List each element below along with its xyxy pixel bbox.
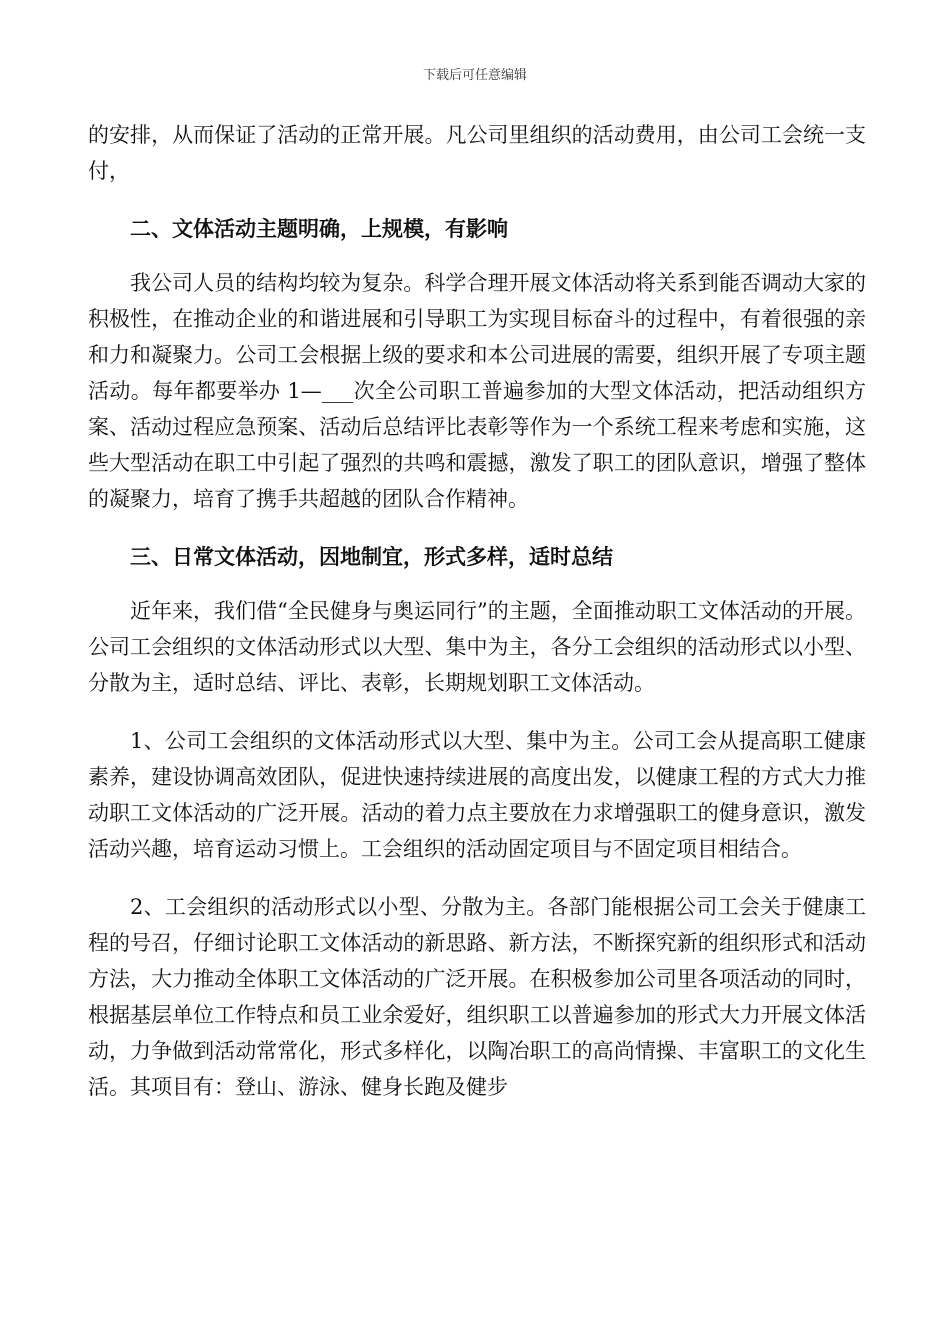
section-heading-3: 三、日常文体活动，因地制宜，形式多样，适时总结 — [130, 544, 613, 569]
paragraph-section-3-intro: 近年来，我们借“全民健身与奥运同行”的主题，全面推动职工文体活动的开展。公司工会组织的文体活动形式以大型、集中为主，各分工会组织的活动形式以小型、分散为主，适时总结、评比、表彰，长期规划职工文体活动。 — [88, 599, 866, 695]
paragraph-item-2: 2、工会组织的活动形式以小型、分散为主。各部门能根据公司工会关于健康工程的号召，仔细讨论职工文体活动的新思路、新方法，不断探究新的组织形式和活动方法，大力推动全体职工文体活动的广泛开展。在积极参加公司里各项活动的同时，根据基层单位工作特点和员工业余爱好，组织职工以普遍参加的形式大力开展文体活动，力争做到活动常常化，形式多样化，以陶冶职工的高尚情操、丰富职工的文化生活。其项目有：登山、游泳、健身长跑及健步 — [88, 895, 866, 1099]
page-header: 下载后可任意编辑 — [422, 68, 527, 83]
section-heading-2: 二、文体活动主题明确，上规模，有影响 — [130, 216, 508, 241]
paragraph-section-2 — [88, 265, 866, 517]
paragraph-text: 我公司人员的结构均较为复杂。科学合理开展文体活动将关系到能否调动大家的积极性，在推动企业的和谐进展和引导职工为实现目标奋斗的过程中，有着很强的亲和力和凝聚力。公司工会根据上级的要求和本公司进展的需要，组织开展了专项主题活动。每年都要举办 1— — [88, 271, 866, 403]
fill-blank: ___ — [321, 379, 354, 403]
paragraph-continued: 的安排，从而保证了活动的正常开展。凡公司里组织的活动费用，由公司工会统一支付， — [88, 123, 866, 183]
paragraph-item-1: 1、公司工会组织的文体活动形式以大型、集中为主。公司工会从提高职工健康素养，建设协调高效团队，促进快速持续进展的高度出发，以健康工程的方式大力推动职工文体活动的广泛开展。活动的着力点主要放在力求增强职工的健身意识，激发活动兴趣，培育运动习惯上。工会组织的活动固定项目与不固定项目相结合。 — [88, 729, 866, 861]
paragraph-text: 次全公司职工普遍参加的大型文体活动，把活动组织方案、活动过程应急预案、活动后总结评比表彰等作为一个系统工程来考虑和实施，这些大型活动在职工中引起了强烈的共鸣和震撼，激发了职工的团队意识，增强了整体的凝聚力，培育了携手共超越的团队合作精神。 — [88, 379, 866, 511]
document-body — [88, 117, 866, 1105]
